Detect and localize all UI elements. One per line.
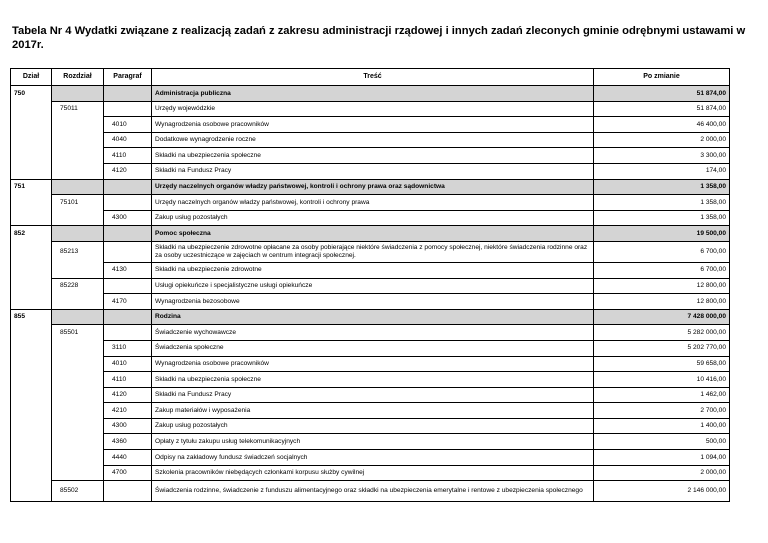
cell-tresc: Opłaty z tytułu zakupu usług telekomunikacyjnych	[152, 434, 594, 450]
cell-rozdzial	[52, 403, 104, 419]
cell-amount: 1 094,00	[594, 450, 730, 466]
cell-amount: 12 800,00	[594, 294, 730, 310]
header-tresc: Treść	[152, 69, 594, 86]
cell-amount: 5 202 770,00	[594, 340, 730, 356]
cell-rozdzial	[52, 226, 104, 242]
table-title: Tabela Nr 4 Wydatki związane z realizacją zadań z zakresu administracji rządowej i innych zadań zleconych gminie odrębnymi ustawami w 2017r.	[12, 25, 746, 51]
cell-dzial	[11, 434, 52, 450]
cell-paragraf	[104, 309, 152, 325]
cell-dzial	[11, 278, 52, 294]
cell-tresc: Wynagrodzenia osobowe pracowników	[152, 356, 594, 372]
cell-amount: 3 300,00	[594, 148, 730, 164]
cell-rozdzial	[52, 132, 104, 148]
cell-rozdzial	[52, 179, 104, 195]
cell-dzial: 855	[11, 309, 52, 325]
cell-paragraf: 4210	[104, 403, 152, 419]
cell-amount: 19 500,00	[594, 226, 730, 242]
table-row	[11, 325, 730, 341]
cell-amount: 1 358,00	[594, 179, 730, 195]
table-row	[11, 481, 730, 502]
header-paragraf: Paragraf	[104, 69, 152, 86]
cell-tresc: Składki na Fundusz Pracy	[152, 387, 594, 403]
cell-rozdzial	[52, 163, 104, 179]
table-row	[11, 262, 730, 278]
cell-rozdzial: 85502	[52, 481, 104, 502]
cell-dzial	[11, 403, 52, 419]
cell-amount: 2 000,00	[594, 465, 730, 481]
cell-rozdzial	[52, 117, 104, 133]
cell-paragraf	[104, 101, 152, 117]
cell-tresc: Urzędy naczelnych organów władzy państwowej, kontroli i ochrony prawa	[152, 195, 594, 211]
cell-paragraf: 4010	[104, 356, 152, 372]
cell-amount: 51 874,00	[594, 101, 730, 117]
cell-paragraf	[104, 195, 152, 211]
cell-amount: 6 700,00	[594, 241, 730, 262]
cell-amount: 1 462,00	[594, 387, 730, 403]
cell-amount: 59 658,00	[594, 356, 730, 372]
cell-dzial	[11, 340, 52, 356]
cell-paragraf: 4110	[104, 148, 152, 164]
cell-paragraf	[104, 241, 152, 262]
cell-dzial	[11, 387, 52, 403]
cell-dzial	[11, 356, 52, 372]
table-row	[11, 387, 730, 403]
table-row	[11, 86, 730, 102]
cell-rozdzial	[52, 262, 104, 278]
cell-tresc: Odpisy na zakładowy fundusz świadczeń socjalnych	[152, 450, 594, 466]
header-dzial: Dział	[11, 69, 52, 86]
cell-rozdzial	[52, 356, 104, 372]
table-row	[11, 278, 730, 294]
cell-dzial	[11, 148, 52, 164]
cell-amount: 12 800,00	[594, 278, 730, 294]
table-row	[11, 356, 730, 372]
cell-dzial: 751	[11, 179, 52, 195]
cell-rozdzial	[52, 294, 104, 310]
cell-rozdzial: 75011	[52, 101, 104, 117]
cell-amount: 1 400,00	[594, 418, 730, 434]
cell-amount: 2 000,00	[594, 132, 730, 148]
cell-tresc: Składki na Fundusz Pracy	[152, 163, 594, 179]
table-row	[11, 450, 730, 466]
cell-amount: 6 700,00	[594, 262, 730, 278]
cell-rozdzial: 85228	[52, 278, 104, 294]
cell-amount: 174,00	[594, 163, 730, 179]
cell-amount: 2 700,00	[594, 403, 730, 419]
cell-paragraf	[104, 226, 152, 242]
cell-dzial	[11, 210, 52, 226]
cell-rozdzial	[52, 450, 104, 466]
cell-dzial	[11, 465, 52, 481]
table-row	[11, 294, 730, 310]
cell-tresc: Usługi opiekuńcze i specjalistyczne usługi opiekuńcze	[152, 278, 594, 294]
cell-paragraf: 4300	[104, 418, 152, 434]
cell-paragraf	[104, 179, 152, 195]
cell-dzial	[11, 325, 52, 341]
table-row	[11, 465, 730, 481]
cell-paragraf: 4010	[104, 117, 152, 133]
cell-tresc: Urzędy wojewódzkie	[152, 101, 594, 117]
cell-paragraf: 4360	[104, 434, 152, 450]
cell-amount: 10 416,00	[594, 372, 730, 388]
cell-dzial: 852	[11, 226, 52, 242]
table-row	[11, 210, 730, 226]
cell-paragraf: 3110	[104, 340, 152, 356]
cell-amount: 2 146 000,00	[594, 481, 730, 502]
cell-paragraf: 4040	[104, 132, 152, 148]
cell-paragraf	[104, 481, 152, 502]
header-rozdzial: Rozdział	[52, 69, 104, 86]
cell-paragraf: 4700	[104, 465, 152, 481]
table-row	[11, 132, 730, 148]
cell-dzial	[11, 450, 52, 466]
table-row	[11, 418, 730, 434]
cell-tresc: Urzędy naczelnych organów władzy państwowej, kontroli i ochrony prawa oraz sądownictwa	[152, 179, 594, 195]
table-row	[11, 101, 730, 117]
cell-tresc: Składki na ubezpieczenie zdrowotne opłacane za osoby pobierające niektóre świadczenia z pomocy społecznej, niektóre świadczenia rodzinne oraz za osoby uczestniczące w zajęciach w centrum integracji społecznej.	[152, 241, 594, 262]
cell-amount: 5 282 000,00	[594, 325, 730, 341]
cell-rozdzial	[52, 418, 104, 434]
table-row	[11, 241, 730, 262]
cell-dzial	[11, 418, 52, 434]
cell-rozdzial	[52, 148, 104, 164]
table-row	[11, 403, 730, 419]
cell-paragraf: 4120	[104, 163, 152, 179]
cell-paragraf: 4130	[104, 262, 152, 278]
cell-paragraf	[104, 278, 152, 294]
table-row	[11, 163, 730, 179]
cell-dzial	[11, 294, 52, 310]
cell-dzial: 750	[11, 86, 52, 102]
cell-tresc: Składki na ubezpieczenie zdrowotne	[152, 262, 594, 278]
cell-rozdzial	[52, 372, 104, 388]
cell-tresc: Składki na ubezpieczenia społeczne	[152, 148, 594, 164]
cell-paragraf: 4300	[104, 210, 152, 226]
cell-amount: 51 874,00	[594, 86, 730, 102]
cell-rozdzial	[52, 465, 104, 481]
cell-tresc: Wynagrodzenia bezosobowe	[152, 294, 594, 310]
table-row	[11, 195, 730, 211]
cell-tresc: Składki na ubezpieczenia społeczne	[152, 372, 594, 388]
cell-tresc: Świadczenia społeczne	[152, 340, 594, 356]
cell-paragraf: 4120	[104, 387, 152, 403]
cell-dzial	[11, 163, 52, 179]
table-row	[11, 434, 730, 450]
table-row	[11, 340, 730, 356]
cell-rozdzial: 75101	[52, 195, 104, 211]
cell-dzial	[11, 117, 52, 133]
cell-dzial	[11, 101, 52, 117]
cell-rozdzial: 85213	[52, 241, 104, 262]
cell-rozdzial	[52, 210, 104, 226]
cell-tresc: Zakup usług pozostałych	[152, 418, 594, 434]
cell-paragraf: 4170	[104, 294, 152, 310]
cell-dzial	[11, 241, 52, 262]
cell-amount: 1 358,00	[594, 210, 730, 226]
cell-rozdzial	[52, 387, 104, 403]
cell-amount: 7 428 000,00	[594, 309, 730, 325]
cell-tresc: Pomoc społeczna	[152, 226, 594, 242]
cell-tresc: Administracja publiczna	[152, 86, 594, 102]
cell-tresc: Dodatkowe wynagrodzenie roczne	[152, 132, 594, 148]
cell-tresc: Zakup usług pozostałych	[152, 210, 594, 226]
cell-dzial	[11, 372, 52, 388]
cell-rozdzial	[52, 86, 104, 102]
table-row	[11, 226, 730, 242]
cell-rozdzial	[52, 340, 104, 356]
cell-rozdzial: 85501	[52, 325, 104, 341]
cell-tresc: Świadczenie wychowawcze	[152, 325, 594, 341]
header-po-zmianie: Po zmianie	[594, 69, 730, 86]
cell-rozdzial	[52, 309, 104, 325]
cell-amount: 1 358,00	[594, 195, 730, 211]
cell-rozdzial	[52, 434, 104, 450]
cell-amount: 500,00	[594, 434, 730, 450]
table-row	[11, 309, 730, 325]
cell-paragraf	[104, 325, 152, 341]
cell-dzial	[11, 195, 52, 211]
cell-paragraf	[104, 86, 152, 102]
table-row	[11, 372, 730, 388]
cell-dzial	[11, 481, 52, 502]
cell-amount: 46 400,00	[594, 117, 730, 133]
cell-paragraf: 4110	[104, 372, 152, 388]
cell-dzial	[11, 132, 52, 148]
expenditure-table	[10, 68, 730, 502]
cell-paragraf: 4440	[104, 450, 152, 466]
cell-tresc: Świadczenia rodzinne, świadczenie z funduszu alimentacyjnego oraz składki na ubezpieczenia emerytalne i rentowe z ubezpieczenia społecznego	[152, 481, 594, 502]
table-row	[11, 179, 730, 195]
table-header-row	[11, 69, 730, 86]
table-row	[11, 117, 730, 133]
cell-dzial	[11, 262, 52, 278]
cell-tresc: Szkolenia pracowników niebędących członkami korpusu służby cywilnej	[152, 465, 594, 481]
cell-tresc: Rodzina	[152, 309, 594, 325]
table-row	[11, 148, 730, 164]
cell-tresc: Zakup materiałów i wyposażenia	[152, 403, 594, 419]
table-body	[11, 86, 730, 502]
cell-tresc: Wynagrodzenia osobowe pracowników	[152, 117, 594, 133]
